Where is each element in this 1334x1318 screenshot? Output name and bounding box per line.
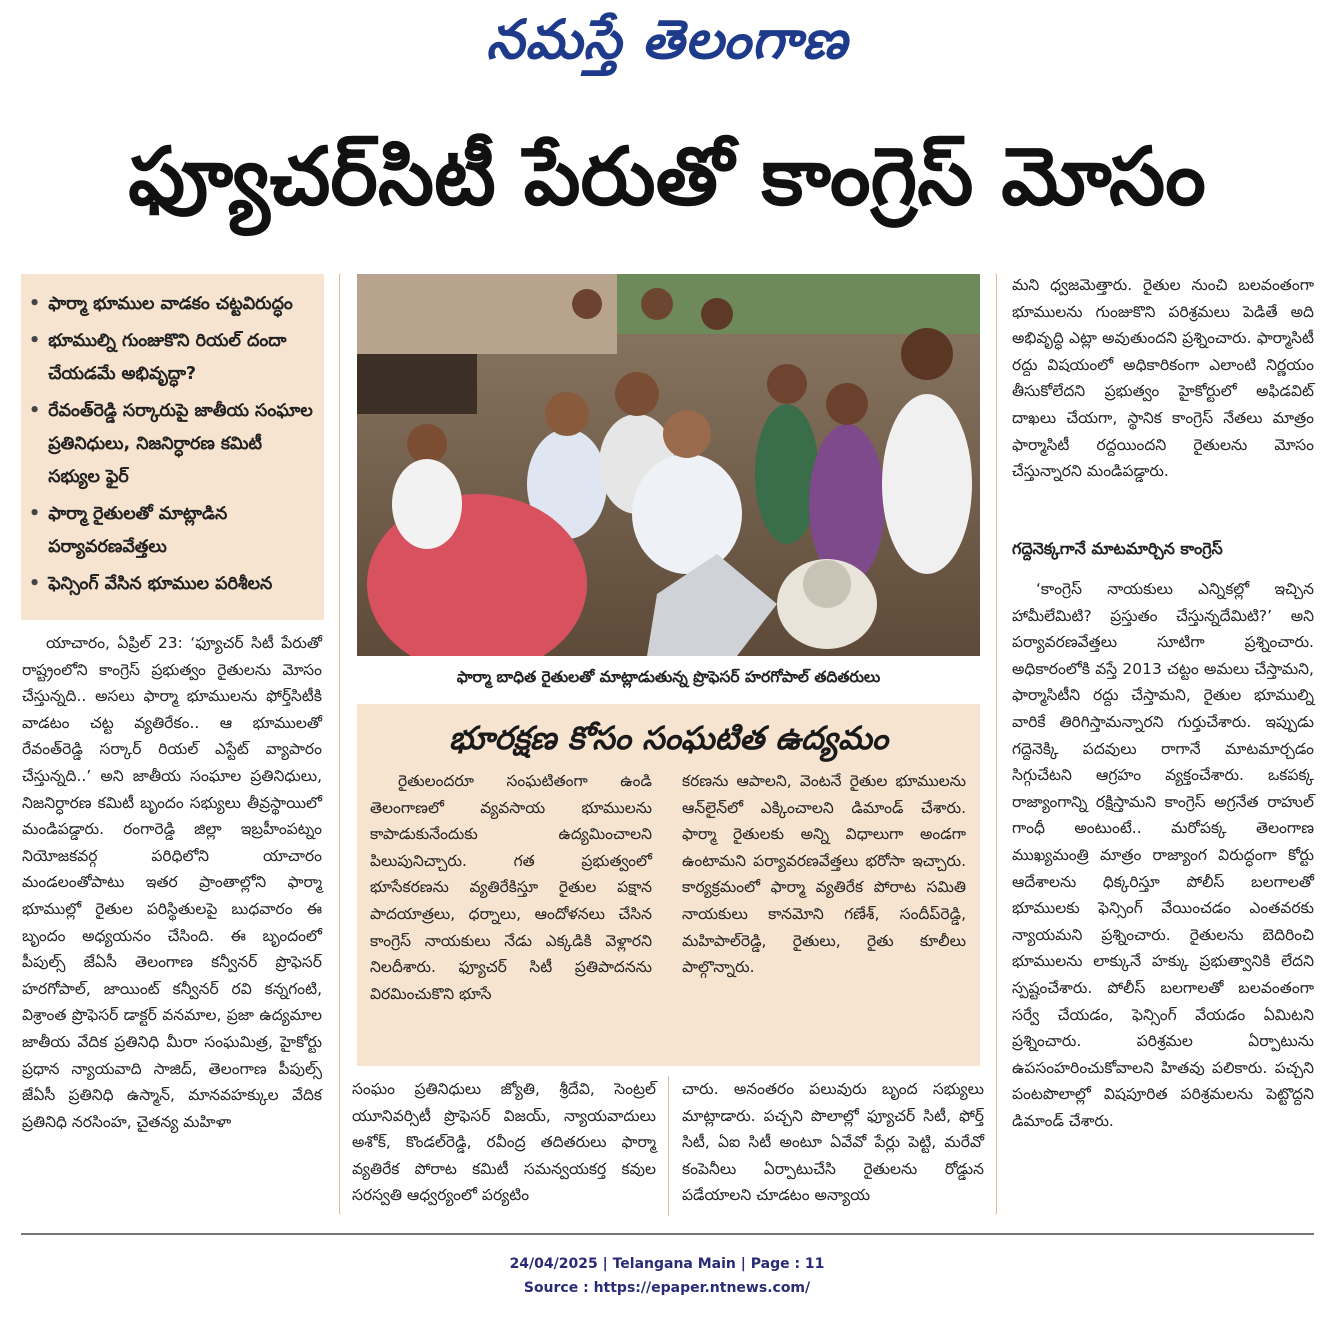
column-divider [668,1076,669,1216]
highlight-item [29,498,316,564]
photo-illustration [357,274,980,656]
highlight-item [29,325,316,391]
boxed-story-title: భూరక్షణ కోసం సంఘటిత ఉద్యమం [448,719,889,757]
story-column-2 [352,1076,656,1209]
highlight-item [29,568,316,601]
bullet-icon: • [29,504,41,524]
news-photo [357,274,980,656]
article-headline: ఫ్యూచర్‌సిటీ పేరుతో కాంగ్రెస్‌ మోసం [128,130,1206,223]
highlight-text: ఫార్మా భూముల వాడకం చట్టవిరుద్ధం [48,294,293,314]
highlight-item [29,288,316,321]
story-column-3 [682,1076,984,1209]
story-column-1 [22,630,322,1135]
story-text: ‘కాంగ్రెస్‌ నాయకులు ఎన్నికల్లో ఇచ్చిన హామీలేమిటి? ప్రస్తుతం చేస్తున్నదేమిటి?’ అని పర్యావరణవేత్తలు సూటిగా ప్రశ్నించారు. అధికారంలోకి వస్తే 2013 చట్టం అమలు చేస్తామని, ఫార్మాసిటీని రద్దు చేస్తామని, రైతుల భూముల్ని వారికే తిరిగిస్తామన్నారని గుర్తుచేశారు. ఇప్పుడు గద్దెనెక్కి పదవులు రాగానే మాటమార్చడం సిగ్గుచేటని ఆగ్రహం వ్యక్తంచేశారు. ఒకపక్క రాజ్యాంగాన్ని రక్షిస్తామని కాంగ్రెస్‌ అగ్రనేత రాహుల్‌ గాంధీ అంటుంటే.. మరోపక్క తెలంగాణ ముఖ్యమంత్రి మాత్రం రాజ్యాంగ విరుద్ధంగా కోర్టు ఆదేశాలను ధిక్కరిస్తూ పోలీస్‌ బలగాలతో భూములకు ఫెన్సింగ్‌ వేయించడం ఎంతవరకు న్యాయమని ప్రశ్నించారు. రైతులను బెదిరించి భూములను లాక్కునే హక్కు ప్రభుత్వానికి లేదని స్పష్టంచేశారు. పోలీస్‌ బలగాలతో బలవంతంగా సర్వే చేయడం, ఫెన్సింగ్‌ వేయడం ఏమిటని ప్రశ్నించారు. పరిశ్రమల ఏర్పాటును ఉపసంహరించుకోవాలని హితవు పలికారు. పచ్చని పంటపొలాల్లో విషపూరిత పరిశ్రమలను పెట్టొద్దని డిమాండ్‌ చేశారు. [1012,580,1314,1130]
footer-date-page: 24/04/2025 | Telangana Main | Page : 11 [509,1256,825,1272]
highlight-text: ఫార్మా రైతులతో మాట్లాడిన పర్యావరణవేత్తలు [48,504,228,557]
story-text: చారు. అనంతరం పలువురు బృంద సభ్యులు మాట్లాడారు. పచ్చని పొలాల్లో ఫ్యూచర్‌ సిటీ, ఫోర్త్‌ సిటీ, ఏఐ సిటీ అంటూ ఏవేవో పేర్లు పెట్టి, మరేవో కంపెనీలు ఏర్పాటుచేసి రైతులను రోడ్డున పడేయాలని చూడటం అన్యాయ [682,1080,984,1205]
bullet-icon: • [29,294,41,314]
story-text: మని ధ్వజమెత్తారు. రైతుల నుంచి బలవంతంగా భూములను గుంజుకొని పరిశ్రమలు పెడితే అది అభివృద్ధి ఎట్లా అవుతుందని ప్రశ్నించారు. ఫార్మాసిటీ రద్దు విషయంలో అధికారికంగా ఎలాంటి నిర్ణయం తీసుకోలేదని ప్రభుత్వం హైకోర్టులో అఫిడవిట్‌ దాఖలు చేయగా, స్థానిక కాంగ్రెస్‌ నేతలు మాత్రం ఫార్మాసిటీ రద్దయిందని రైతులను మోసం చేస్తున్నారని మండిపడ్డారు. [1012,276,1314,481]
story-text: యాచారం, ఏప్రిల్‌ 23: ‘ఫ్యూచర్‌ సిటీ పేరుతో రాష్ట్రంలోని కాంగ్రెస్‌ ప్రభుత్వం రైతులను మోసం చేస్తున్నది.. అసలు ఫార్మా భూములను ఫోర్త్‌సిటీకి వాడటం చట్ట వ్యతిరేకం.. ఆ భూములతో రేవంత్‌రెడ్డి సర్కార్‌ రియల్‌ ఎస్టేట్‌ వ్యాపారం చేస్తున్నది..’ అని జాతీయ సంఘాల ప్రతినిధులు, నిజనిర్ధారణ కమిటీ బృందం సభ్యులు తీవ్రస్థాయిలో మండిపడ్డారు. రంగారెడ్డి జిల్లా ఇబ్రహీంపట్నం నియోజకవర్గ పరిధిలోని యాచారం మండలంతోపాటు ఇతర ప్రాంతాల్లోని ఫార్మా భూముల్లో రైతుల పరిస్థితులపై బుధవారం ఈ బృందం అధ్యయనం చేసింది. ఈ బృందంలో పీపుల్స్‌ జేఏసీ తెలంగాణ కన్వీనర్‌ ప్రొఫెసర్‌ హరగోపాల్‌, జాయింట్‌ కన్వీనర్‌ రవి కన్నగంటి, విశ్రాంత ప్రొఫెసర్‌ డాక్టర్‌ వనమాల, ప్రజా ఉద్యమాల జాతీయ వేదిక ప్రతినిధి మీరా సంఘమిత్ర, హైకోర్టు ప్రధాన న్యాయవాది సాజిద్‌, తెలంగాణ పీపుల్స్‌ జేఏసీ ప్రతినిధి ఉస్మాన్‌, మానవహక్కుల వేదిక ప్రతినిధి నరసింహ, చైతన్య మహిళా [22,634,322,1131]
bullet-icon: • [29,331,41,351]
boxed-story-right-text: కరణను ఆపాలని, వెంటనే రైతుల భూములను ఆన్‌లైన్‌లో ఎక్కించాలని డిమాండ్‌ చేశారు. ఫార్మా రైతులకు అన్ని విధాలుగా అండగా ఉంటామని పర్యావరణవేత్తలు భరోసా ఇచ్చారు. కార్యక్రమంలో ఫార్మా వ్యతిరేక పోరాట సమితి నాయకులు కానమోని గణేశ్‌, సందీప్‌రెడ్డి, మహిపాల్‌రెడ్డి, రైతులు, రైతు కూలీలు పాల్గొన్నారు. [682,772,966,977]
highlight-text: భూముల్ని గుంజుకొని రియల్‌ దందా చేయడమే అభివృద్ధా? [48,331,287,384]
highlight-item [29,395,316,494]
highlight-text: ఫెన్సింగ్‌ వేసిన భూముల పరిశీలన [48,574,273,594]
footer-source: Source : https://epaper.ntnews.com/ [523,1280,811,1296]
bullet-icon: • [29,574,41,594]
story-column-4-top [1012,272,1314,485]
story-subheading: గద్దెనెక్కగానే మాటమార్చిన కాంగ్రెస్‌ [1012,539,1223,558]
boxed-story-right-column [682,768,966,981]
highlight-text: రేవంత్‌రెడ్డి సర్కారుపై జాతీయ సంఘాల ప్రతినిధులు, నిజనిర్ధారణ కమిటీ సభ్యుల ఫైర్‌ [48,401,313,487]
story-text: సంఘం ప్రతినిధులు జ్యోతి, శ్రీదేవి, సెంట్రల్‌ యూనివర్సిటీ ప్రొఫెసర్‌ విజయ్‌, న్యాయవాదులు అశోక్‌, కొండల్‌రెడ్డి, రవీంద్ర తదితరులు ఫార్మా వ్యతిరేక పోరాట కమిటీ సమన్వయకర్త కవుల సరస్వతి ఆధ్వర్యంలో పర్యటిం [352,1080,656,1205]
highlights-box [21,274,324,620]
newspaper-masthead: నమస్తే తెలంగాణ [486,8,848,71]
bullet-icon: • [29,401,41,421]
story-column-4-bottom [1012,576,1314,1134]
boxed-story-left-column [370,768,652,1007]
column-divider [996,274,997,1214]
photo-caption: ఫార్మా బాధిత రైతులతో మాట్లాడుతున్న ప్రొఫెసర్‌ హరగోపాల్‌ తదితరులు [456,668,881,686]
footer-rule [21,1233,1314,1235]
boxed-story-left-text: రైతులందరూ సంఘటితంగా ఉండి తెలంగాణలో వ్యవసాయ భూములను కాపాడుకునేందుకు ఉద్యమించాలని పిలుపునిచ్చారు. గత ప్రభుత్వంలో భూసేకరణను వ్యతిరేకిస్తూ రైతుల పక్షాన పాదయాత్రలు, ధర్నాలు, ఆందోళనలు చేసిన కాంగ్రెస్‌ నాయకులు నేడు ఎక్కడికి వెళ్లారని నిలదీశారు. ఫ్యూచర్‌ సిటీ ప్రతిపాదనను విరమించుకొని భూసే [370,772,652,1003]
column-divider [339,274,340,1214]
